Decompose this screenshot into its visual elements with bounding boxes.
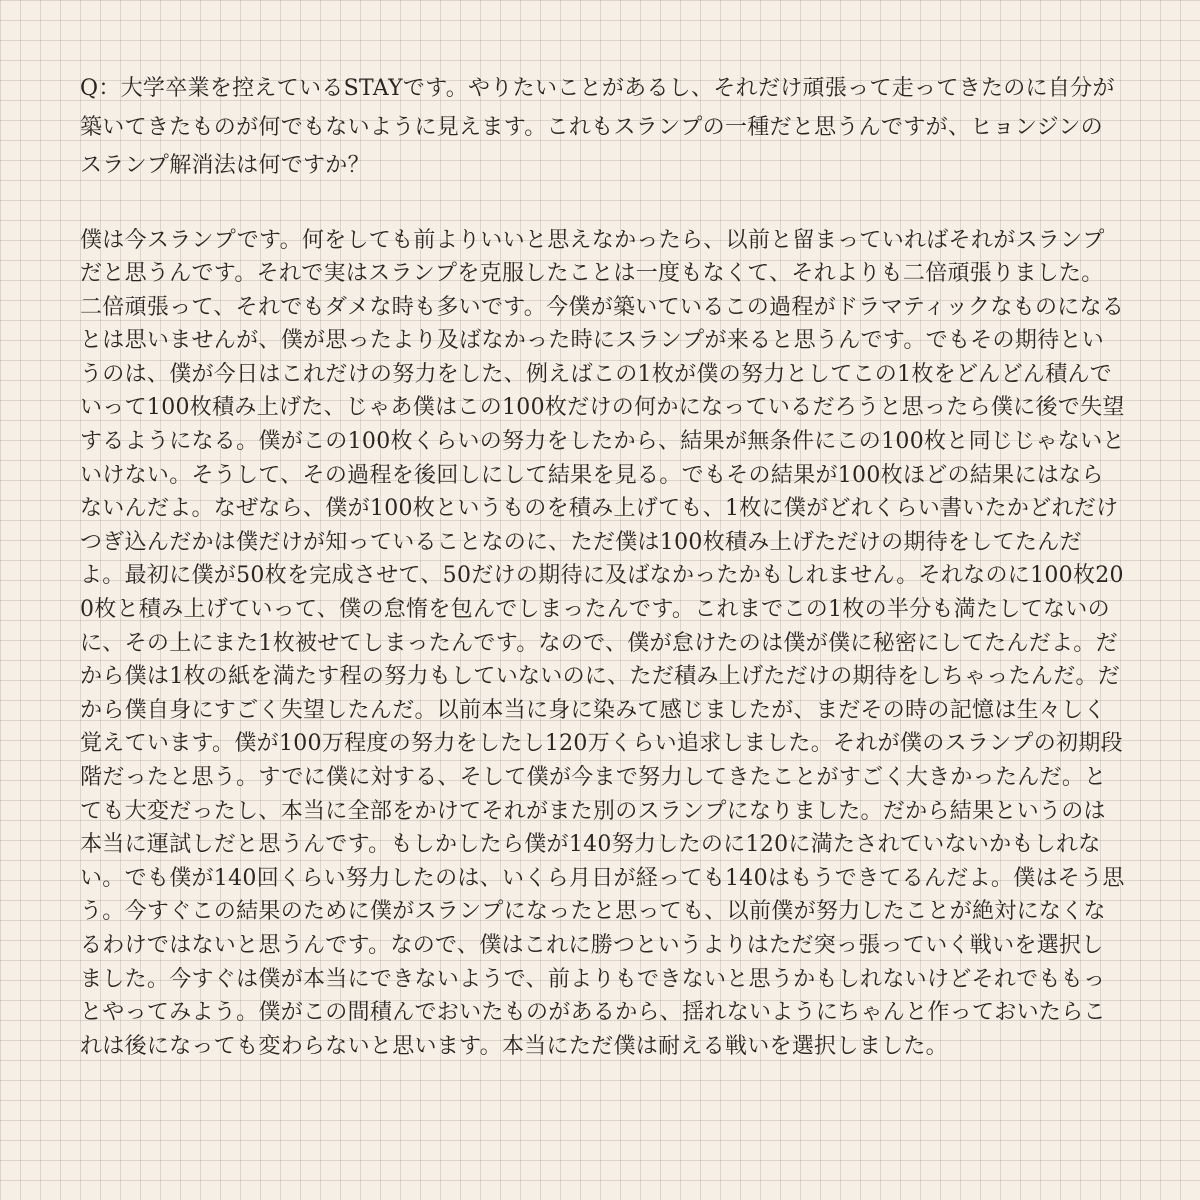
answer-paragraph: 僕は今スランプです。何をしても前よりいいと思えなかったら、以前と留まっていればそれがスランプだと思うんです。それで実はスランプを克服したことは一度もなくて、それよりも二倍頑張りました。二倍頑張って、それでもダメな時も多いです。今僕が築いているこの過程がドラマティックなものになるとは思いませんが、僕が思ったより及ばなかった時にスランプが来ると思うんです。でもその期待というのは、僕が今日はこれだけの努力をした、例えばこの1枚が僕の努力としてこの1枚をどんどん積んでいって100枚積み上げた、じゃあ僕はこの100枚だけの何かになっているだろうと思ったら僕に後で失望するようになる。僕がこの100枚くらいの努力をしたから、結果が無条件にこの100枚と同じじゃないといけない。そうして、その過程を後回しにして結果を見る。でもその結果が100枚ほどの結果にはならないんだよ。なぜなら、僕が100枚というものを積み上げても、1枚に僕がどれくらい書いたかどれだけつぎ込んだかは僕だけが知っていることなのに、ただ僕は100枚積み上げただけの期待をしてたんだよ。最初に僕が50枚を完成させて、50だけの期待に及ばなかったかもしれません。それなのに100枚200枚と積み上げていって、僕の怠惰を包んでしまったんです。これまでこの1枚の半分も満たしてないのに、その上にまた1枚被せてしまったんです。なので、僕が怠けたのは僕が僕に秘密にしてたんだよ。だから僕は1枚の紙を満たす程の努力もしていないのに、ただ積み上げただけの期待をしちゃったんだ。だから僕自身にすごく失望したんだ。以前本当に身に染みて感じましたが、まだその時の記憶は生々しく覚えています。僕が100万程度の努力をしたし120万くらい追求しました。それが僕のスランプの初期段階だったと思う。すでに僕に対する、そして僕が今まで努力してきたことがすごく大きかったんだ。とても大変だったし、本当に全部をかけてそれがまた別のスランプになりました。だから結果というのは本当に運試しだと思うんです。もしかしたら僕が140努力したのに120に満たされていないかもしれない。でも僕が140回くらい努力したのは、いくら月日が経っても140はもうできてるんだよ。僕はそう思う。今すぐこの結果のために僕がスランプになったと思っても、以前僕が努力したことが絶対になくなるわけではないと思うんです。なので、僕はこれに勝つというよりはただ突っ張っていく戦いを選択しました。今すぐは僕が本当にできないようで、前よりもできないと思うかもしれないけどそれでももっとやってみよう。僕がこの間積んでおいたものがあるから、揺れないようにちゃんと作っておいたらこれは後になっても変わらないと思います。本当にただ僕は耐える戦いを選択しました。 <box>80 227 1125 1059</box>
grid-paper-sheet <box>80 70 1125 1063</box>
question-paragraph: Q：大学卒業を控えているSTAYです。やりたいことがあるし、それだけ頑張って走ってきたのに自分が築いてきたものが何でもないように見えます。これもスランプの一種だと思うんですが、ヒョンジンのスランプ解消法は何ですか？ <box>80 76 1115 178</box>
